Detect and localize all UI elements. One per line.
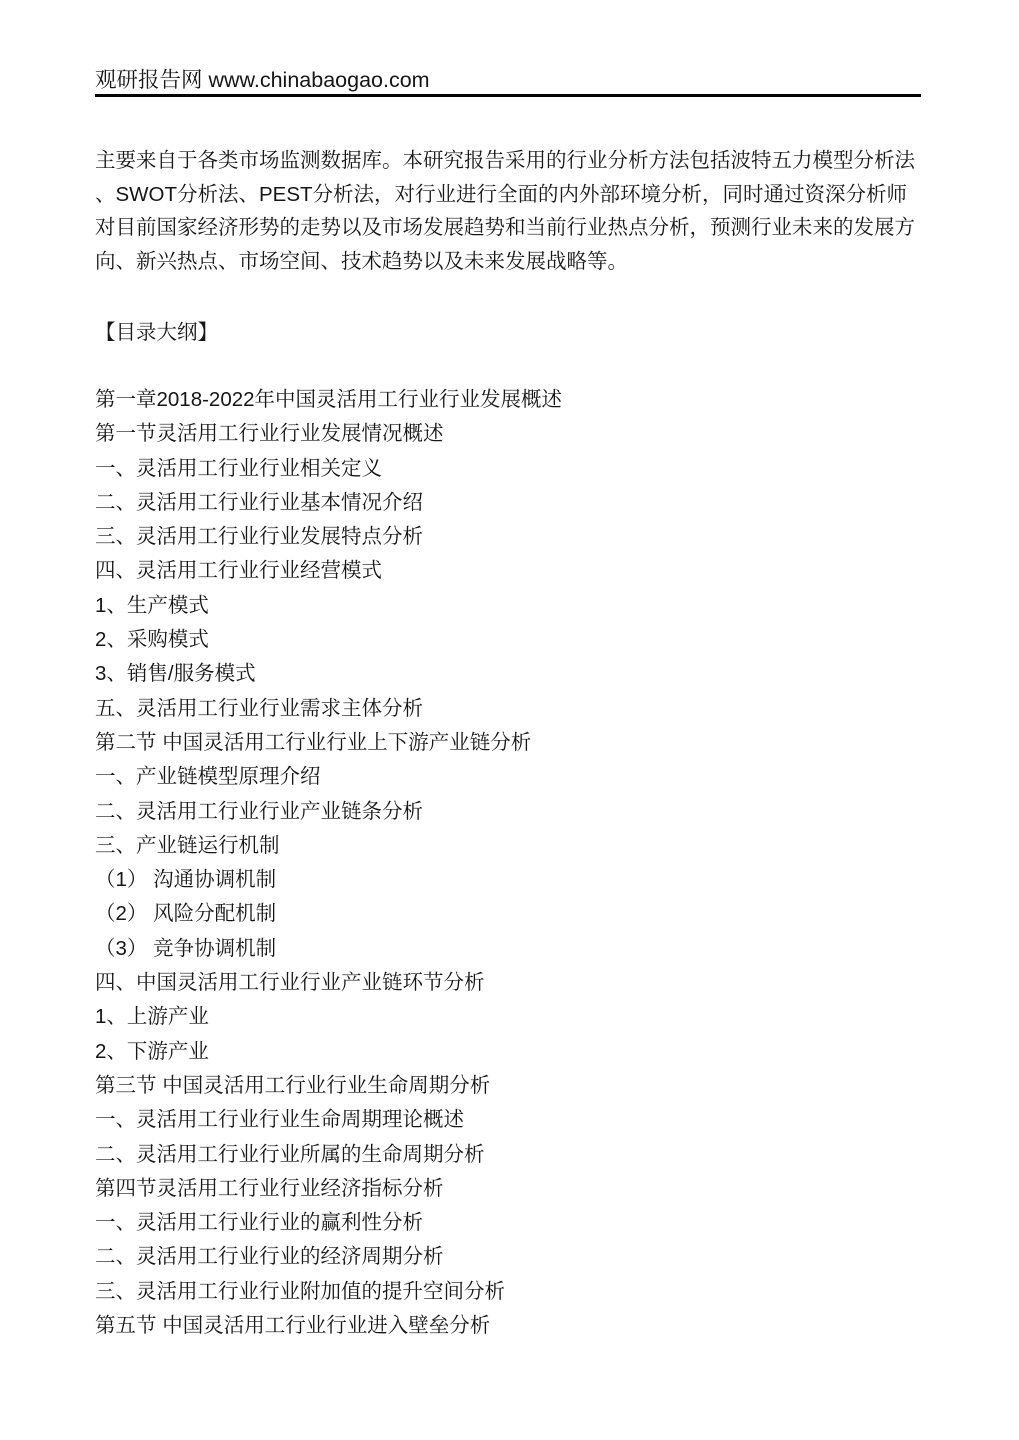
toc-list <box>95 383 924 1343</box>
toc-entry: 一、产业链模型原理介绍 <box>95 765 321 789</box>
toc-entry: （3） 竞争协调机制 <box>95 936 277 960</box>
intro-line: 对目前国家经济形势的走势以及市场发展趋势和当前行业热点分析，预测行业未来的发展方 <box>95 216 915 239</box>
toc-entry: 第五节 中国灵活用工行业行业进入壁垒分析 <box>95 1314 491 1338</box>
toc-entry: 一、灵活用工行业行业的赢利性分析 <box>95 1211 423 1235</box>
toc-entry: 五、灵活用工行业行业需求主体分析 <box>95 696 423 720</box>
toc-entry: 三、灵活用工行业行业附加值的提升空间分析 <box>95 1279 505 1303</box>
toc-entry: （2） 风险分配机制 <box>95 902 277 926</box>
toc-entry: 三、灵活用工行业行业发展特点分析 <box>95 525 423 549</box>
toc-entry: 四、中国灵活用工行业行业产业链环节分析 <box>95 971 485 995</box>
toc-entry: 第一章2018-2022年中国灵活用工行业行业发展概述 <box>95 388 563 411</box>
toc-entry: 第三节 中国灵活用工行业行业生命周期分析 <box>95 1073 491 1097</box>
toc-entry: 二、灵活用工行业行业基本情况介绍 <box>95 490 423 514</box>
toc-entry: 一、灵活用工行业行业生命周期理论概述 <box>95 1108 464 1132</box>
intro-paragraph <box>95 97 924 278</box>
toc-entry: 1、上游产业 <box>95 1005 209 1029</box>
site-title: 观研报告网 www.chinabaogao.com <box>95 68 430 92</box>
toc-title: 【目录大纲】 <box>95 321 218 344</box>
toc-entry: 第四节灵活用工行业行业经济指标分析 <box>95 1176 444 1200</box>
intro-line: 向、新兴热点、市场空间、技术趋势以及未来发展战略等。 <box>95 249 628 273</box>
intro-line: 、SWOT分析法、PEST分析法，对行业进行全面的内外部环境分析，同时通过资深分析师 <box>95 182 908 206</box>
toc-entry: 二、灵活用工行业行业的经济周期分析 <box>95 1245 444 1269</box>
toc-entry: 二、灵活用工行业行业所属的生命周期分析 <box>95 1142 485 1166</box>
page-header <box>95 0 921 97</box>
toc-entry: 3、销售/服务模式 <box>95 662 256 686</box>
toc-entry: 第一节灵活用工行业行业发展情况概述 <box>95 422 444 446</box>
toc-entry: 一、灵活用工行业行业相关定义 <box>95 456 382 480</box>
toc-entry: 二、灵活用工行业行业产业链条分析 <box>95 799 423 823</box>
toc-entry: 1、生产模式 <box>95 593 209 617</box>
toc-entry: （1） 沟通协调机制 <box>95 868 277 892</box>
toc-entry: 2、下游产业 <box>95 1039 209 1063</box>
toc-entry: 四、灵活用工行业行业经营模式 <box>95 559 382 583</box>
toc-entry: 2、采购模式 <box>95 628 209 652</box>
toc-entry: 三、产业链运行机制 <box>95 833 280 857</box>
toc-entry: 第二节 中国灵活用工行业行业上下游产业链分析 <box>95 730 532 754</box>
intro-line: 主要来自于各类市场监测数据库。本研究报告采用的行业分析方法包括波特五力模型分析法 <box>95 149 915 172</box>
